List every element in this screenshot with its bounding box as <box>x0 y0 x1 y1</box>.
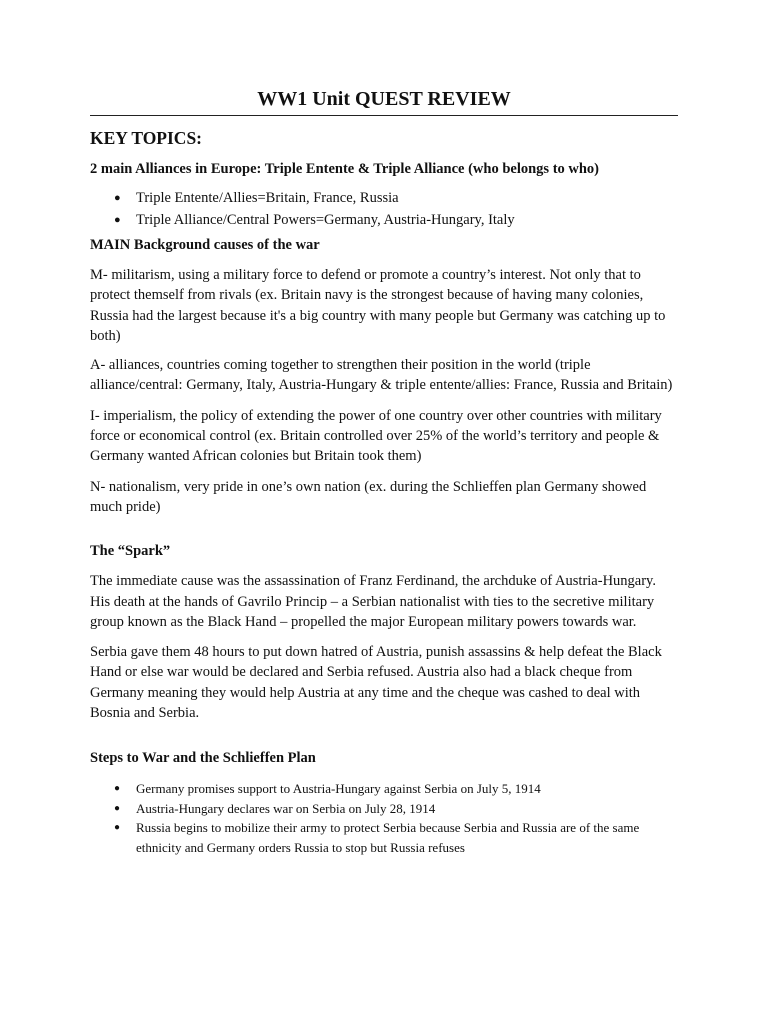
list-item: ● Triple Entente/Allies=Britain, France, Russia <box>90 187 678 209</box>
spark-paragraph-2: Serbia gave them 48 hours to put down hatred of Austria, punish assassins & help defeat the Black Hand or else war would be declared and Serbia refused. Austria also had a black cheque from Germany meaning they would help Austria at any time and the cheque was cashed to deal with Bosnia and Serbia. <box>90 644 662 722</box>
causes-heading: MAIN Background causes of the war <box>90 237 320 253</box>
alliances-heading: 2 main Alliances in Europe: Triple Entente & Triple Alliance (who belongs to who) <box>90 161 600 177</box>
steps-heading: Steps to War and the Schlieffen Plan <box>90 750 316 767</box>
list-item: ● Triple Alliance/Central Powers=Germany, Austria-Hungary, Italy <box>90 209 678 231</box>
cause-nationalism: N- nationalism, very pride in one’s own nation (ex. during the Schlieffen plan Germany showed much pride) <box>90 478 647 515</box>
cause-militarism: M- militarism, using a military force to defend or promote a country’s interest. Not only that to protect themself from rivals (ex. Britain navy is the strongest because of having many colonies, Russia had the largest because it's a big country with many people but Germany was catching up to both) <box>90 267 666 344</box>
list-item: ● Russia begins to mobilize their army to protect Serbia because Serbia and Russia are of the same ethnicity and Germany orders Russia to stop but Russia refuses <box>114 820 640 855</box>
cause-imperialism: I- imperialism, the policy of extending the power of one country over other countries with military force or economical control (ex. Britain controlled over 25% of the world’s territory and people & Germany wanted African colonies but Britain took them) <box>90 407 662 465</box>
document-page <box>90 88 678 857</box>
bullet-icon: ● <box>114 783 121 795</box>
page-title: WW1 Unit QUEST REVIEW <box>90 88 678 116</box>
list-item: ● Austria-Hungary declares war on Serbia on July 28, 1914 <box>90 799 678 819</box>
bullet-icon: ● <box>114 214 121 226</box>
bullet-icon: ● <box>114 192 121 204</box>
spark-paragraph-1: The immediate cause was the assassination of Franz Ferdinand, the archduke of Austria-Hungary. His death at the hands of Gavrilo Princip – a Serbian nationalist with ties to the secretive military group known as the Black Hand – propelled the major European military powers towards war. <box>90 573 656 630</box>
cause-alliances: A- alliances, countries coming together to strengthen their position in the world (triple alliance/central: Germany, Italy, Austria-Hungary & triple entente/allies: France, Russia and Britain) <box>90 357 673 394</box>
steps-list <box>90 779 678 857</box>
bullet-icon: ● <box>114 822 121 834</box>
key-topics-heading: KEY TOPICS: <box>90 128 202 148</box>
alliances-list <box>90 187 678 231</box>
bullet-icon: ● <box>114 802 121 814</box>
spark-heading: The “Spark” <box>90 543 171 560</box>
list-item: ● Germany promises support to Austria-Hungary against Serbia on July 5, 1914 <box>90 779 678 799</box>
